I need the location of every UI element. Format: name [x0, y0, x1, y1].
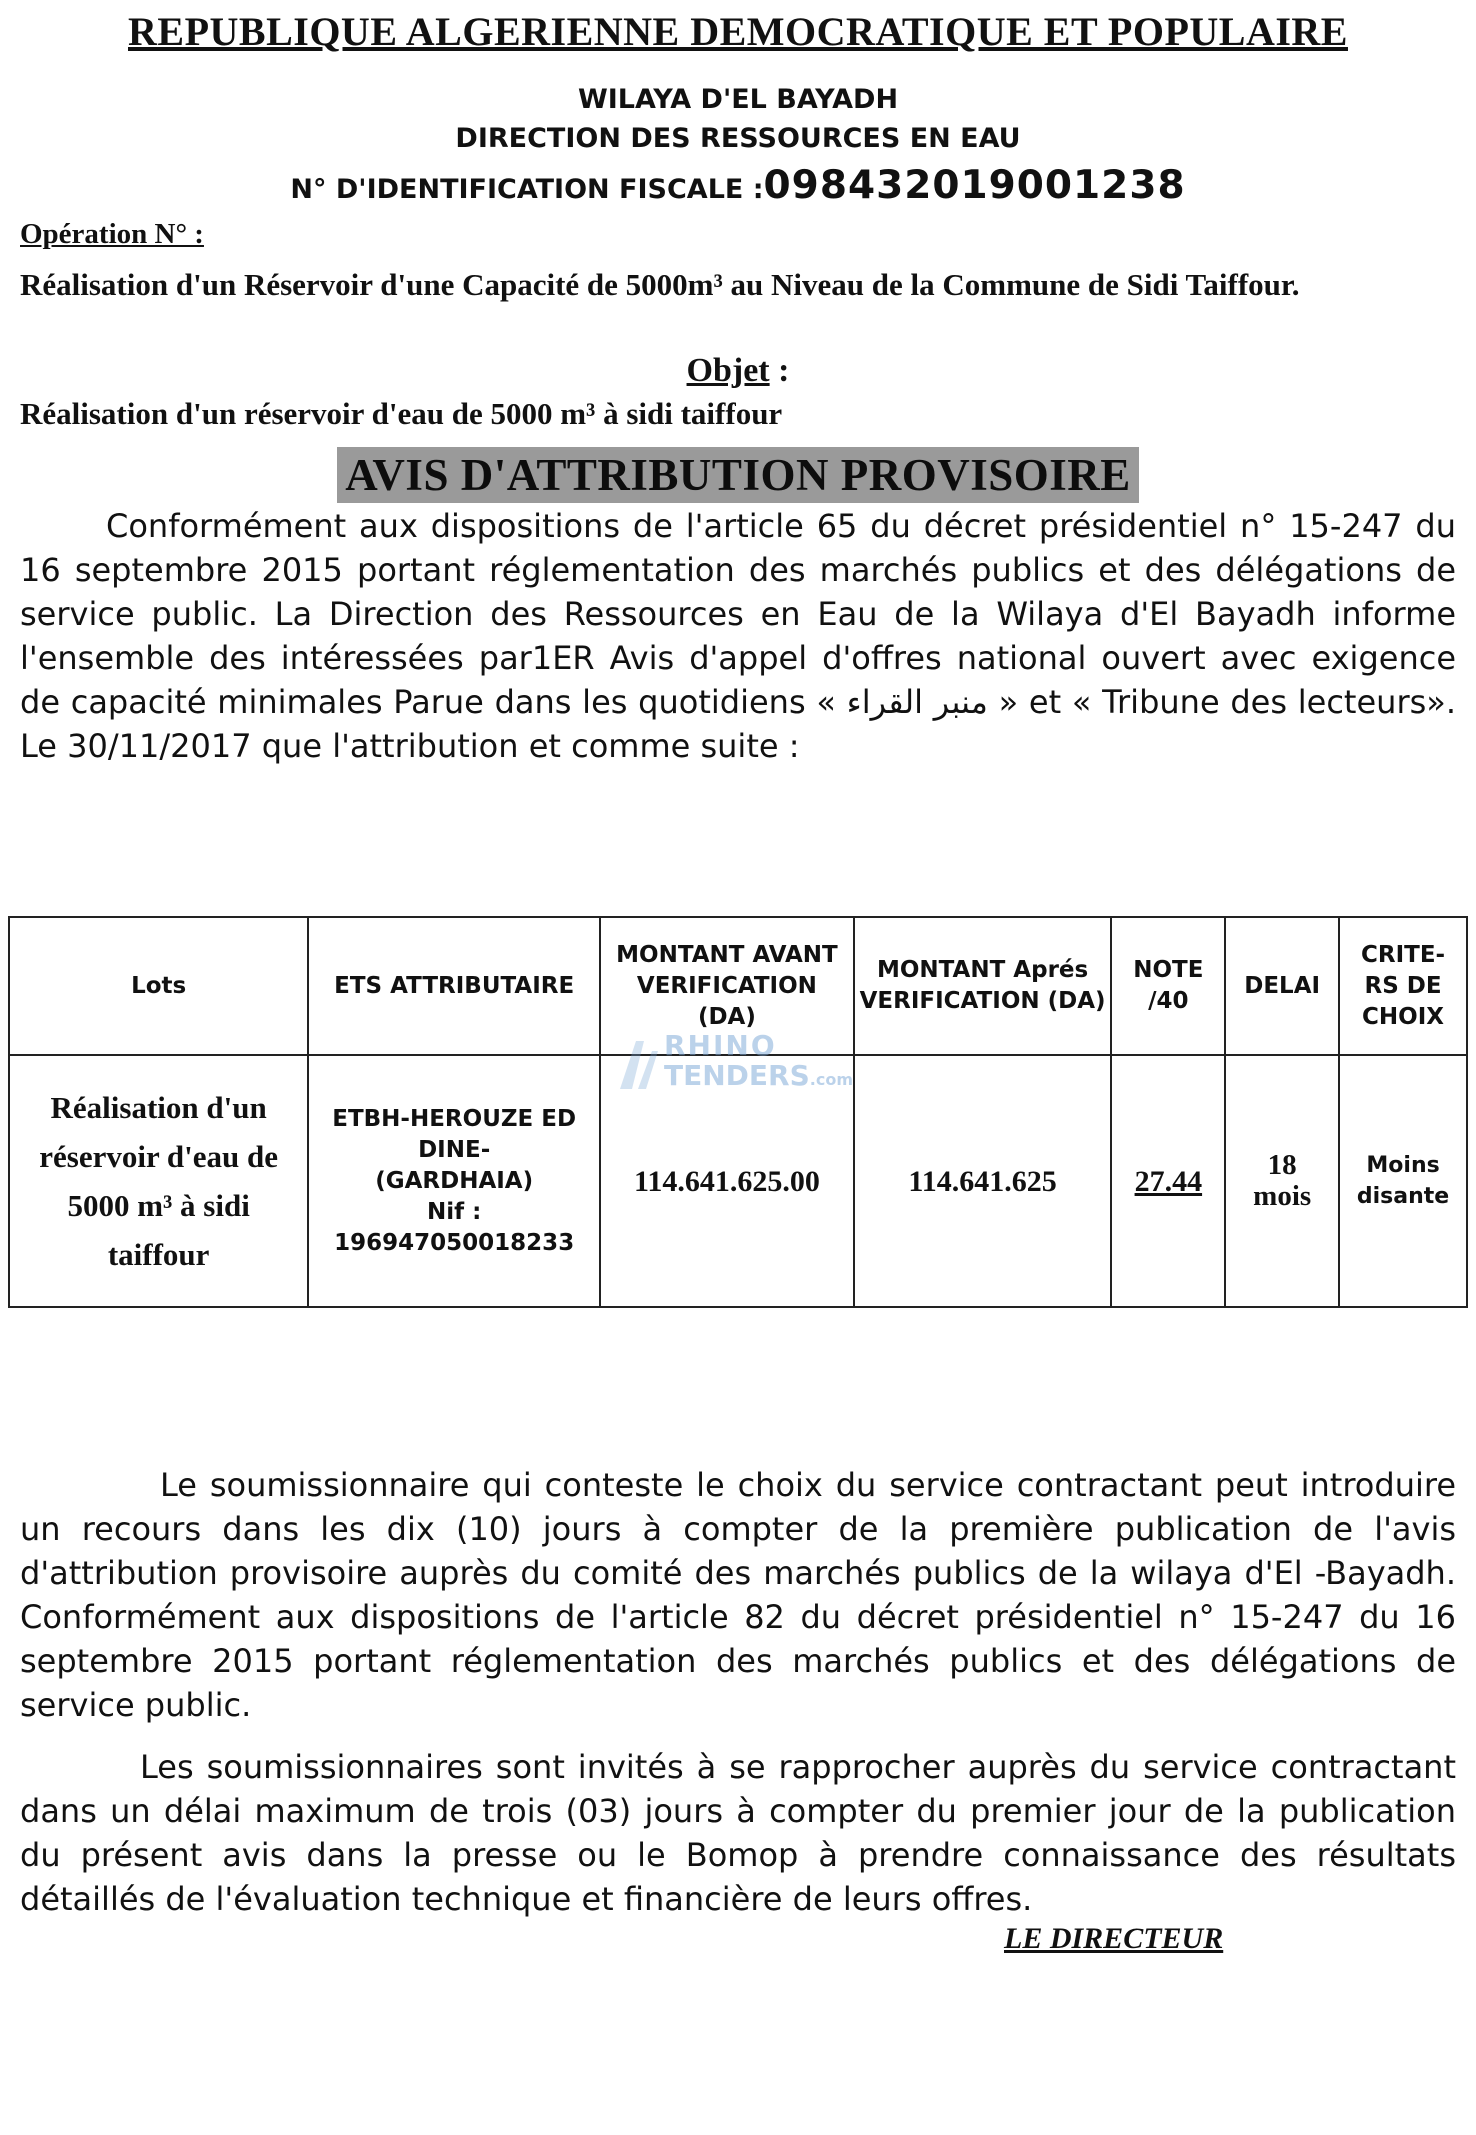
cell-montant-avant: 114.641.625.00 [600, 1055, 854, 1307]
nif-number: 098432019001238 [763, 163, 1186, 208]
cell-delai [1225, 1055, 1339, 1307]
intro-paragraph: Conformément aux dispositions de l'article 65 du décret présidentiel n° 15-247 du 16 septembre 2015 portant réglementation des marchés publics et des délégations de service public. La Direction des Ressources en Eau de la Wilaya d'El Bayadh informe l'ensemble des intéressées par1ER Avis d'appel d'offres national ouvert avec exigence de capacité minimales Parue dans les quotidiens « منبر القراء » et « Tribune des lecteurs». Le 30/11/2017 que l'attribution et comme suite : [20, 507, 1457, 765]
header-republique: REPUBLIQUE ALGERIENNE DEMOCRATIQUE ET POPULAIRE [128, 9, 1348, 54]
objet-label-word: Objet [686, 352, 770, 389]
objet-text: Réalisation d'un réservoir d'eau de 5000 m³ à sidi taiffour [20, 396, 783, 431]
ets-nif-label: Nif : [426, 1198, 482, 1225]
header-wilaya: WILAYA D'EL BAYADH [577, 84, 899, 115]
col-header-ets: ETS ATTRIBUTAIRE [308, 917, 600, 1055]
watermark-line2-text: TENDERS [664, 1059, 810, 1092]
col-header-criteres: CRITE-RS DE CHOIX [1339, 917, 1467, 1055]
signature: LE DIRECTEUR [1004, 1922, 1224, 1955]
cell-critere: Moins disante [1339, 1055, 1467, 1307]
header-direction: DIRECTION DES RESSOURCES EN EAU [455, 123, 1021, 154]
ets-city: (GARDHAIA) [375, 1167, 534, 1194]
col-header-montant-apres: MONTANT Aprés VERIFICATION (DA) [854, 917, 1112, 1055]
nif-label: N° D'IDENTIFICATION FISCALE : [290, 174, 764, 205]
operation-label: Opération N° : [20, 218, 204, 250]
watermark-line1: RHINO [664, 1029, 777, 1062]
operation-text: Réalisation d'un Réservoir d'une Capacité de 5000m³ au Niveau de la Commune de Sidi Taiffour. [20, 267, 1300, 302]
col-header-montant-avant: MONTANT AVANT VERIFICATION (DA) [600, 917, 854, 1055]
watermark-line2 [664, 1059, 853, 1092]
cell-note: 27.44 [1111, 1055, 1225, 1307]
invitation-paragraph: Les soumissionnaires sont invités à se rapprocher auprès du service contractant dans un délai maximum de trois (03) jours à compter du premier jour de la publication du présent avis dans la presse ou le Bomop à prendre connaissance des résultats détaillés de l'évaluation technique et financière de leurs offres. [20, 1748, 1456, 1918]
avis-title [0, 447, 1476, 503]
recours-paragraph: Le soumissionnaire qui conteste le choix du service contractant peut introduire un recours dans les dix (10) jours à compter de la première publication de l'avis d'attribution provisoire auprès du comité des marchés publics de la wilaya d'El -Bayadh. Conformément aux dispositions de l'article 82 du décret présidentiel n° 15-247 du 16 septembre 2015 portant réglementation des marchés publics et des délégations de service public. [20, 1466, 1456, 1724]
delai-unit: mois [1253, 1180, 1312, 1212]
col-header-delai: DELAI [1225, 917, 1339, 1055]
cell-montant-apres: 114.641.625 [854, 1055, 1112, 1307]
delai-value: 18 [1267, 1149, 1297, 1181]
watermark-suffix: .com [809, 1070, 853, 1089]
cell-lot: Réalisation d'un réservoir d'eau de 5000 m³ à sidi taiffour [9, 1055, 308, 1307]
cell-ets [308, 1055, 600, 1307]
avis-title-text: AVIS D'ATTRIBUTION PROVISOIRE [337, 447, 1139, 503]
ets-nif: 196947050018233 [334, 1229, 575, 1256]
objet-label [0, 352, 1476, 390]
header-nif [0, 163, 1476, 208]
col-header-note: NOTE /40 [1111, 917, 1225, 1055]
objet-label-colon: : [769, 352, 790, 389]
ets-name: ETBH-HEROUZE ED DINE- [332, 1105, 577, 1163]
col-header-lots: Lots [9, 917, 308, 1055]
award-table [8, 916, 1468, 1308]
